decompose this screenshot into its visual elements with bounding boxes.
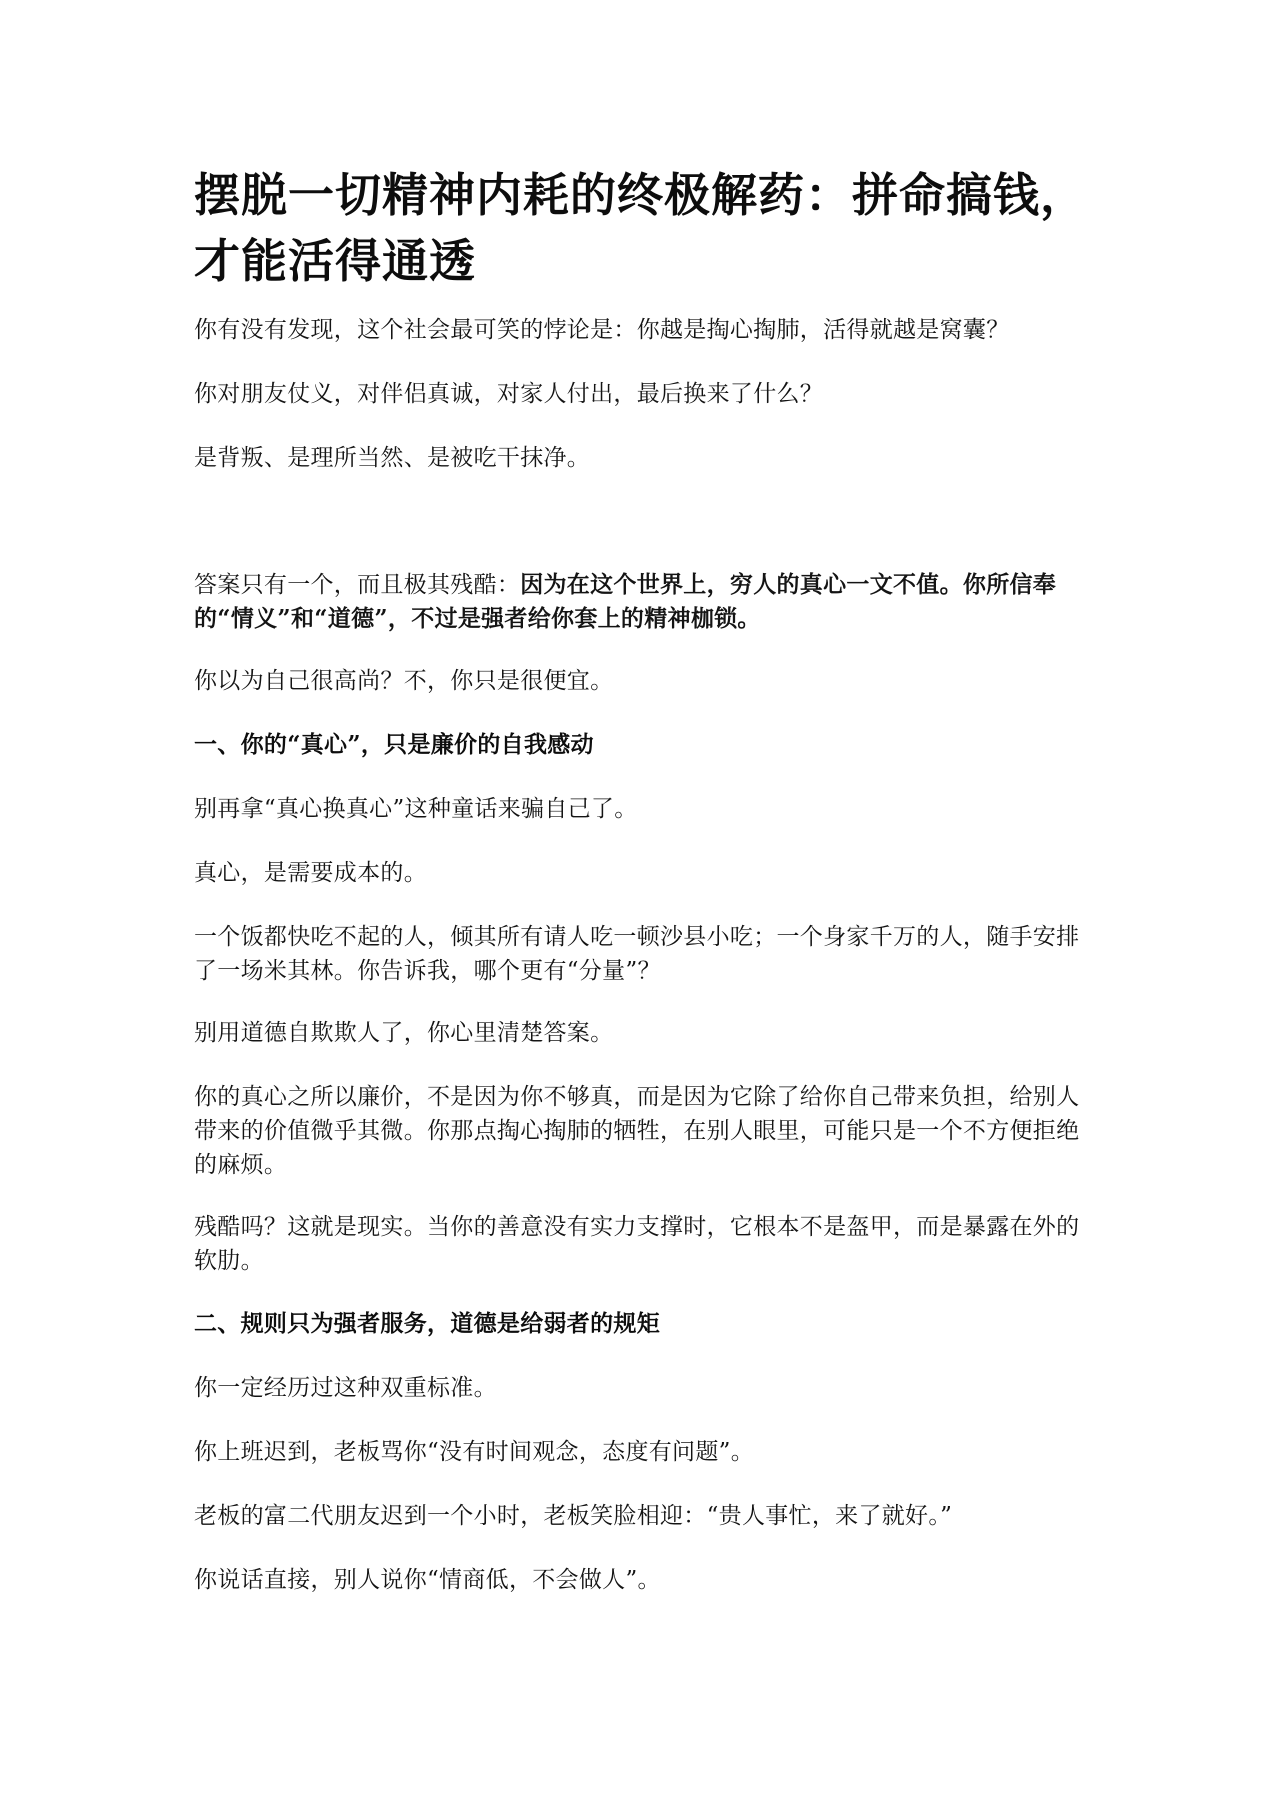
paragraph: 残酷吗？这就是现实。当你的善意没有实力支撑时，它根本不是盔甲，而是暴露在外的软肋。 [194,1214,1080,1274]
paragraph: 真心，是需要成本的。 [194,860,427,886]
paragraph: 你对朋友仗义，对伴侣真诚，对家人付出，最后换来了什么？ [194,381,824,407]
paragraph: 别用道德自欺欺人了，你心里清楚答案。 [194,1020,614,1046]
section-heading: 二、规则只为强者服务，道德是给弱者的规矩 [194,1310,660,1337]
paragraph: 你的真心之所以廉价，不是因为你不够真，而是因为它除了给你自己带来负担，给别人带来的价值微乎其微。你那点掏心掏肺的牺牲，在别人眼里，可能只是一个不方便拒绝的麻烦。 [194,1084,1080,1178]
paragraph: 别再拿“真心换真心”这种童话来骗自己了。 [194,796,638,822]
paragraph: 你有没有发现，这个社会最可笑的悖论是：你越是掏心掏肺，活得就越是窝囊？ [194,317,1010,343]
paragraph: 你上班迟到，老板骂你“没有时间观念，态度有问题”。 [194,1439,755,1465]
section-heading: 一、你的“真心”，只是廉价的自我感动 [194,731,594,758]
paragraph: 老板的富二代朋友迟到一个小时，老板笑脸相迎：“贵人事忙，来了就好。” [194,1503,953,1529]
paragraph: 一个饭都快吃不起的人，倾其所有请人吃一顿沙县小吃；一个身家千万的人，随手安排了一场米其林。你告诉我，哪个更有“分量”？ [194,924,1080,984]
paragraph-bold-text: 因为在这个世界上，穷人的真心一文不值。你所信奉的“情义”和“道德”，不过是强者给你套上的精神枷锁。 [194,571,1057,632]
paragraph: 是背叛、是理所当然、是被吃干抹净。 [194,445,591,471]
paragraph: 你一定经历过这种双重标准。 [194,1375,497,1401]
paragraph: 你以为自己很高尚？不，你只是很便宜。 [194,668,614,694]
paragraph: 你说话直接，别人说你“情商低，不会做人”。 [194,1567,661,1593]
paragraph-plain-text: 答案只有一个，而且极其残酷： [194,572,521,598]
article-title: 摆脱一切精神内耗的终极解药：拼命搞钱，才能活得通透 [194,168,1087,288]
paragraph-with-emphasis [194,568,1094,636]
